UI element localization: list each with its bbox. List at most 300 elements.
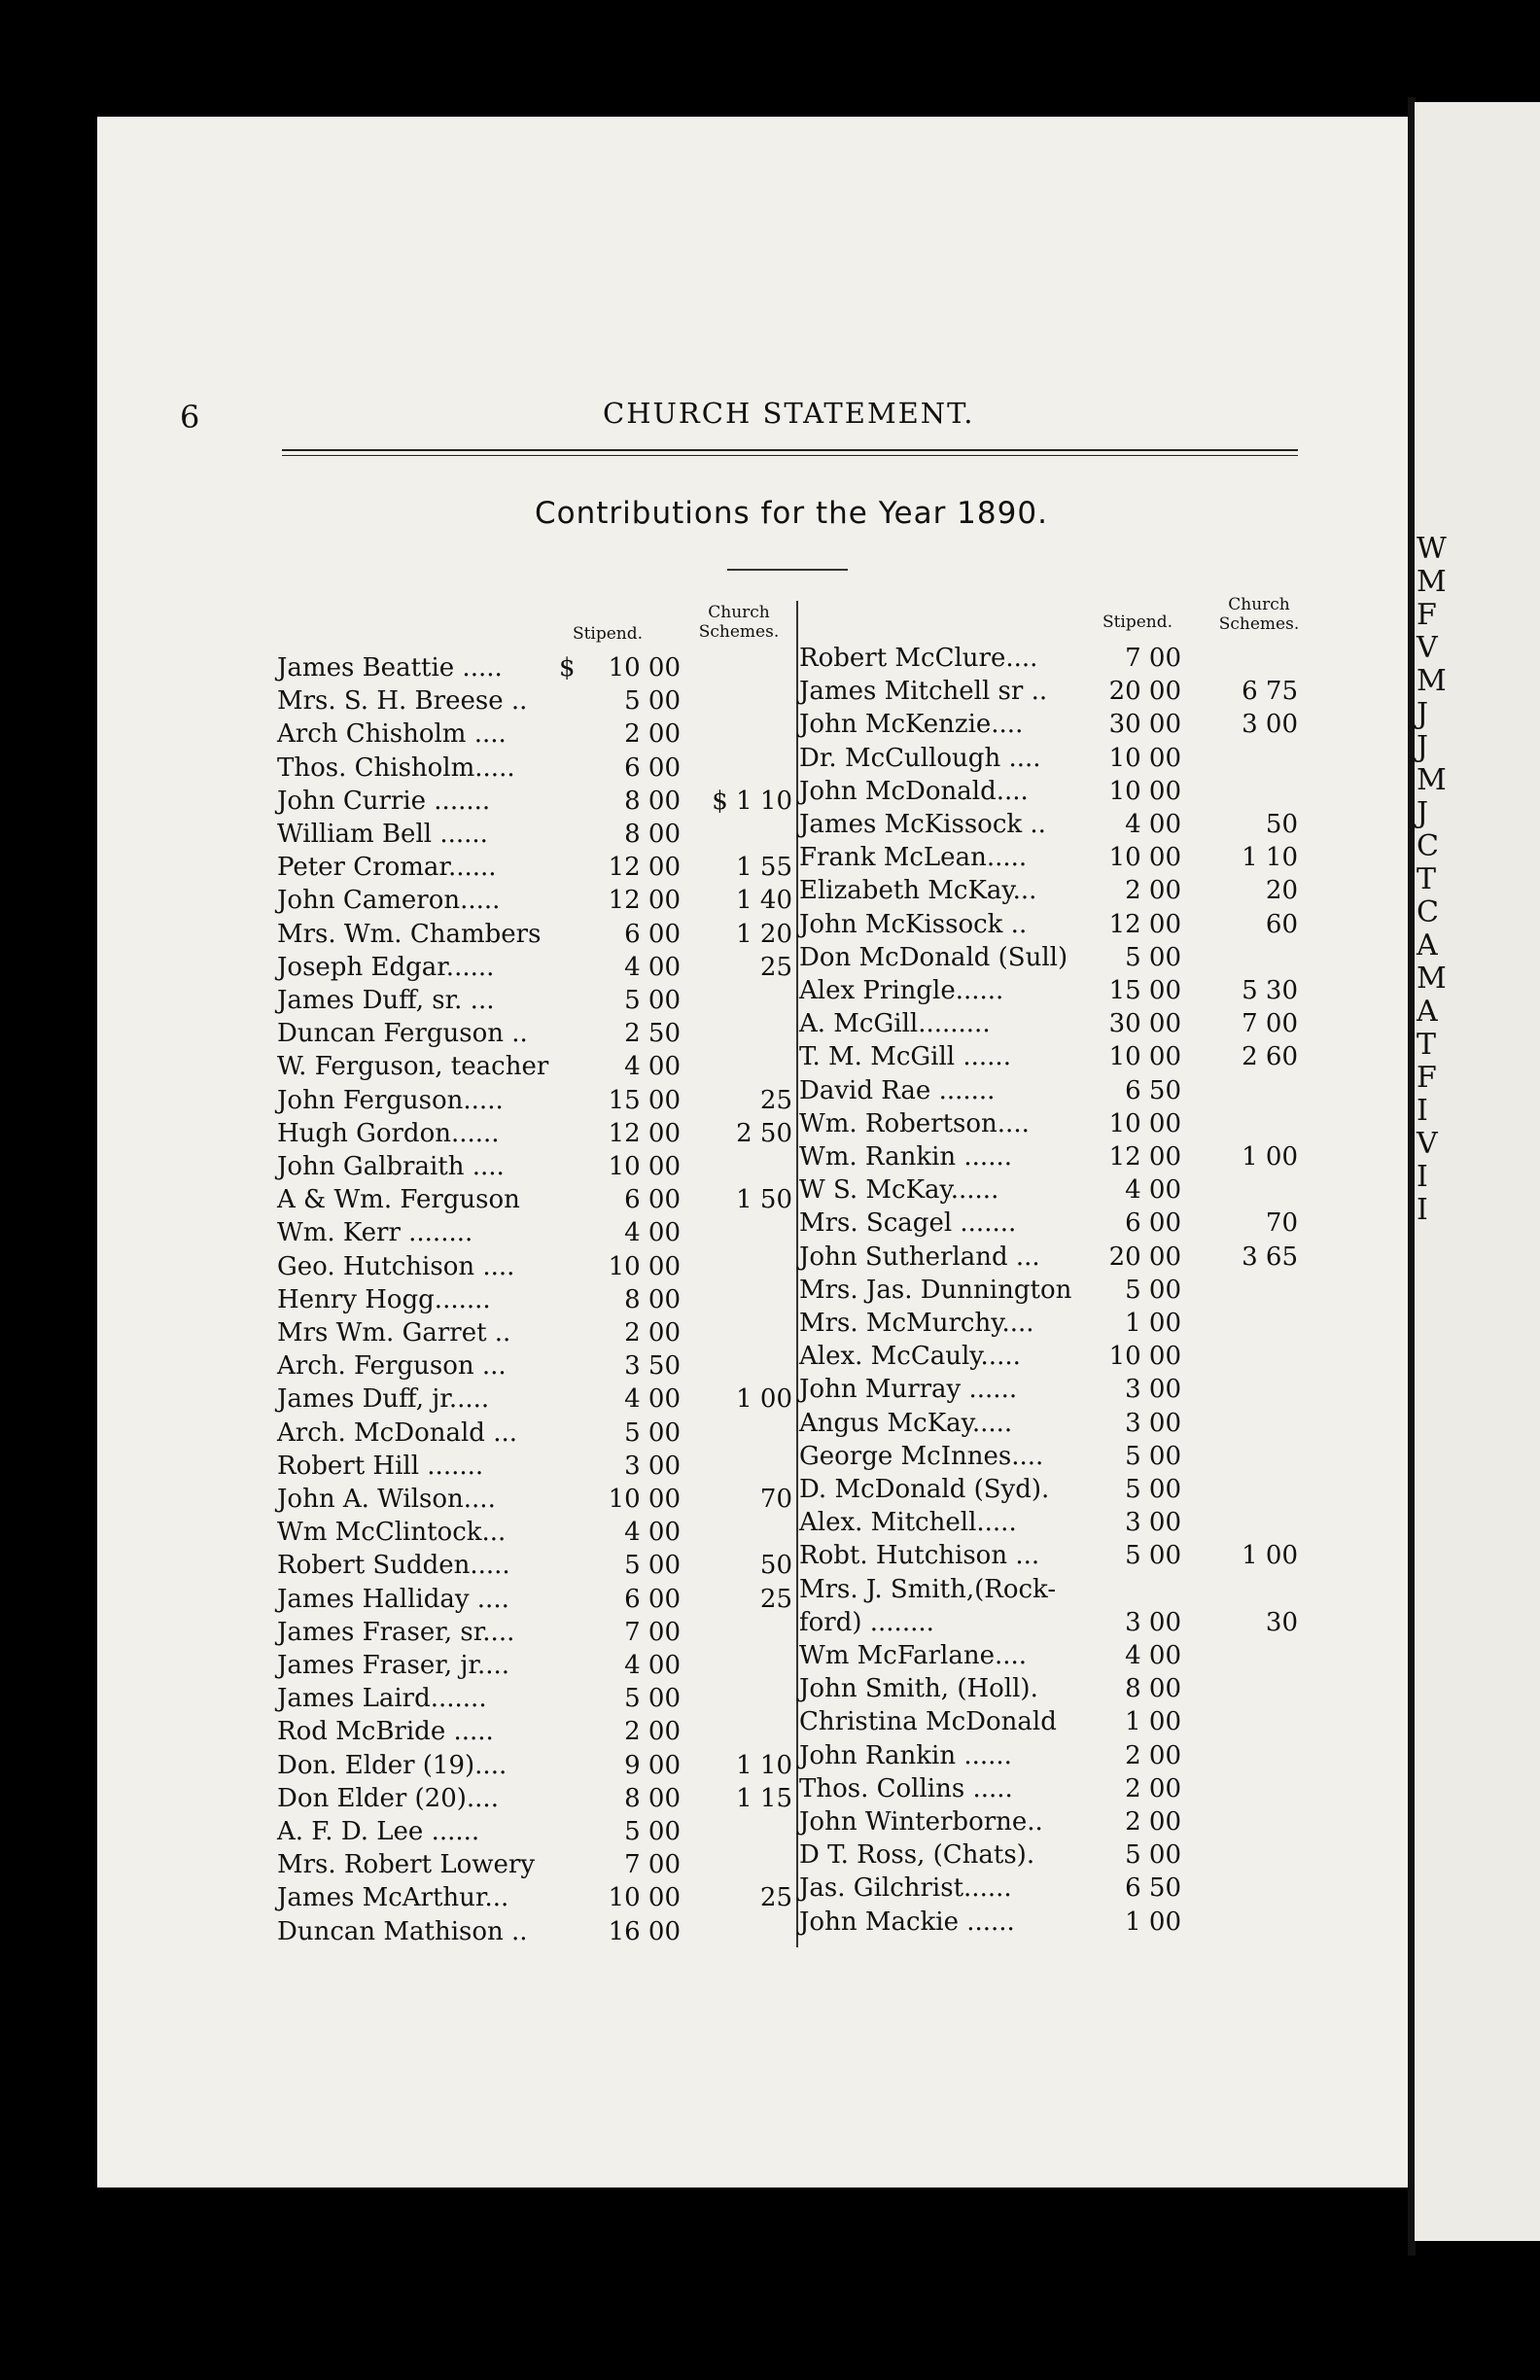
- contributor-name: W S. McKay......: [799, 1175, 999, 1206]
- table-row: [797, 1508, 1342, 1541]
- table-row: [277, 953, 792, 986]
- contributor-name: Mrs. McMurchy....: [799, 1309, 1034, 1338]
- table-row: [277, 853, 792, 886]
- table-row: [797, 1774, 1342, 1807]
- stipend-amount: 3 00: [1125, 1607, 1181, 1637]
- table-row: [277, 1452, 792, 1485]
- stipend-amount: 10 00: [1108, 843, 1181, 873]
- contributor-name: Jas. Gilchrist......: [799, 1873, 1012, 1904]
- stipend-amount: 10 00: [608, 1251, 681, 1281]
- right-schemes-header: [1206, 595, 1312, 634]
- contributor-name: Christina McDonald: [799, 1707, 1057, 1737]
- table-row: [797, 1707, 1342, 1740]
- stipend-amount: 4 00: [624, 1651, 681, 1680]
- stipend-amount: 7 00: [624, 1617, 681, 1647]
- stipend-amount: 12 00: [1108, 1142, 1181, 1172]
- stipend-amount: 8 00: [1125, 1674, 1181, 1704]
- stipend-amount: 10 00: [608, 1883, 681, 1913]
- contributor-name: John Galbraith ....: [277, 1152, 505, 1181]
- left-schemes-header: [685, 603, 792, 642]
- table-row: [797, 1042, 1342, 1075]
- contributor-name: Mrs. S. H. Breese ..: [277, 686, 528, 717]
- header-rule-2: [282, 455, 1298, 456]
- contributor-name: Alex Pringle......: [799, 976, 1004, 1005]
- table-row: [277, 753, 792, 787]
- stipend-amount: 2 00: [1125, 1740, 1181, 1770]
- church-schemes-amount: 25: [759, 1883, 792, 1913]
- contributor-name: John Currie .......: [277, 786, 491, 816]
- contributor-name: James Fraser, sr....: [277, 1617, 515, 1647]
- contributor-name: Mrs. J. Smith,(Rock-: [799, 1574, 1057, 1604]
- table-row: [277, 1717, 792, 1750]
- table-row: [797, 1840, 1342, 1873]
- table-row: [797, 1641, 1342, 1674]
- stipend-amount: 5 00: [624, 1551, 681, 1581]
- table-row: [277, 1917, 792, 1950]
- church-schemes-amount: 1 15: [736, 1783, 792, 1813]
- table-row: [277, 886, 792, 919]
- stipend-amount: 1 00: [1125, 1309, 1181, 1338]
- page-number: 6: [180, 399, 200, 436]
- contributor-name: Rod McBride .....: [277, 1717, 494, 1747]
- stipend-amount: 4 00: [624, 1218, 681, 1248]
- stipend-amount: 9 00: [624, 1750, 681, 1780]
- table-row: [797, 1442, 1342, 1475]
- table-row: [277, 1152, 792, 1185]
- stipend-amount: 6 00: [624, 1584, 681, 1614]
- contributor-name: Frank McLean.....: [799, 843, 1028, 873]
- stipend-amount: 5 00: [1125, 942, 1181, 972]
- church-schemes-amount: 7 00: [1242, 1009, 1298, 1039]
- stipend-amount: 12 00: [608, 853, 681, 883]
- table-row: [797, 1009, 1342, 1042]
- stipend-amount: 6 50: [1125, 1075, 1181, 1105]
- contributor-name: Geo. Hutchison ....: [277, 1251, 515, 1281]
- contributor-name: John Smith, (Holl).: [799, 1674, 1038, 1704]
- table-row: [277, 1418, 792, 1452]
- table-row: [797, 1475, 1342, 1508]
- facing-page-letter: I: [1417, 1094, 1428, 1128]
- stipend-amount: 5 00: [1125, 1475, 1181, 1504]
- contributor-name: James McKissock ..: [799, 810, 1046, 839]
- stipend-amount: 4 00: [1125, 810, 1181, 839]
- table-row: [277, 1218, 792, 1251]
- stipend-amount: 3 00: [624, 1451, 681, 1481]
- church-schemes-amount: 1 00: [736, 1384, 792, 1415]
- contributor-name: Thos. Chisholm.....: [277, 752, 515, 783]
- contributor-name: Duncan Ferguson ..: [277, 1019, 528, 1049]
- stipend-amount: 4 00: [1125, 1641, 1181, 1670]
- stipend-amount: 2 00: [1125, 1807, 1181, 1837]
- contributor-name: John McKissock ..: [799, 909, 1028, 939]
- church-schemes-amount: 1 55: [736, 853, 792, 883]
- stipend-amount: 3 50: [624, 1351, 681, 1382]
- stipend-amount: 7 00: [1125, 644, 1181, 673]
- table-row: [797, 1375, 1342, 1408]
- table-row: [797, 1109, 1342, 1142]
- contributor-name: James Beattie .....: [277, 653, 503, 682]
- table-row: [277, 1285, 792, 1318]
- table-row: [797, 644, 1342, 677]
- facing-page-letter: V: [1417, 631, 1438, 665]
- table-row: [277, 1351, 792, 1384]
- contributor-name: Robert Hill .......: [277, 1451, 484, 1481]
- stipend-amount: 3 00: [1125, 1375, 1181, 1405]
- church-schemes-amount: 6 75: [1242, 677, 1298, 707]
- stipend-amount: 8 00: [624, 786, 681, 816]
- table-row: [797, 744, 1342, 777]
- contributor-name: Wm. Rankin ......: [799, 1142, 1012, 1172]
- contributor-name: Wm. Kerr ........: [277, 1218, 473, 1248]
- table-row: [277, 1485, 792, 1518]
- table-row: [277, 1618, 792, 1651]
- contributor-name: Thos. Collins .....: [799, 1773, 1013, 1803]
- table-row: [277, 1585, 792, 1618]
- stipend-amount: 15 00: [608, 1085, 681, 1115]
- table-row: [797, 1242, 1342, 1276]
- contributor-name: Arch. McDonald ...: [277, 1418, 517, 1448]
- contributor-name: A. F. D. Lee ......: [277, 1817, 480, 1846]
- facing-page-letter: F: [1417, 1061, 1437, 1095]
- church-schemes-amount: 3 65: [1242, 1242, 1298, 1272]
- table-row: [797, 1541, 1342, 1574]
- contributor-name: Robert McClure....: [799, 644, 1038, 673]
- table-row: [277, 1019, 792, 1052]
- facing-page-letter: J: [1417, 730, 1429, 764]
- contributor-name: Alex. McCauly.....: [799, 1342, 1021, 1372]
- contributor-name: John Murray ......: [799, 1375, 1018, 1405]
- table-row: [797, 1175, 1342, 1208]
- contributor-name: Robert Sudden.....: [277, 1551, 510, 1581]
- right-schemes-header-line2: Schemes.: [1218, 614, 1300, 634]
- stipend-amount: 15 00: [1108, 976, 1181, 1005]
- facing-page-letter: M: [1417, 962, 1447, 996]
- facing-page-letter: A: [1417, 928, 1438, 962]
- church-schemes-amount: 1 00: [1242, 1541, 1298, 1571]
- stipend-amount: 5 00: [1125, 1840, 1181, 1871]
- right-stipend-header: Stipend.: [1102, 612, 1173, 632]
- stipend-amount: 6 00: [624, 1185, 681, 1215]
- table-row: [277, 787, 792, 820]
- church-schemes-amount: 1 20: [736, 919, 792, 949]
- church-schemes-amount: 60: [1265, 909, 1298, 939]
- facing-page-letter: M: [1417, 565, 1447, 599]
- table-row: [797, 1873, 1342, 1907]
- facing-page-letter: I: [1417, 1160, 1428, 1194]
- contributor-name: Elizabeth McKay...: [799, 876, 1037, 906]
- contributor-name: Wm McClintock...: [277, 1518, 507, 1548]
- church-schemes-amount: 1 50: [736, 1185, 792, 1215]
- facing-page-letter: T: [1417, 862, 1437, 896]
- table-row: [277, 686, 792, 719]
- contributor-name: A & Wm. Ferguson: [277, 1185, 520, 1215]
- title-dash: [727, 569, 848, 571]
- contributor-name: Mrs. Robert Lowery: [277, 1850, 536, 1880]
- stipend-amount: 3 00: [1125, 1408, 1181, 1438]
- stipend-amount: 7 00: [624, 1850, 681, 1880]
- contributor-name: John Ferguson.....: [277, 1085, 504, 1115]
- table-row: [797, 777, 1342, 810]
- contributor-name: James Duff, jr.....: [277, 1384, 490, 1415]
- running-head: CHURCH STATEMENT.: [603, 397, 975, 430]
- stipend-amount: 3 00: [1125, 1508, 1181, 1538]
- table-row: [797, 1309, 1342, 1342]
- stipend-amount: 5 00: [1125, 1275, 1181, 1305]
- table-row: [277, 1551, 792, 1584]
- contributor-name: D T. Ross, (Chats).: [799, 1840, 1035, 1871]
- table-row: [277, 1850, 792, 1883]
- contributor-name: John Sutherland ...: [799, 1242, 1040, 1272]
- stipend-amount: 10 00: [1108, 743, 1181, 773]
- stipend-amount: 20 00: [1108, 677, 1181, 707]
- stipend-amount: 4 00: [624, 1518, 681, 1548]
- facing-page-letter: J: [1417, 796, 1429, 830]
- contributor-name: David Rae .......: [799, 1075, 996, 1105]
- stipend-amount: 6 00: [624, 752, 681, 783]
- table-row: [797, 976, 1342, 1009]
- contributor-name: Joseph Edgar......: [277, 952, 495, 982]
- contributor-name: Duncan Mathison ..: [277, 1916, 528, 1946]
- church-schemes-amount: 5 30: [1242, 976, 1298, 1005]
- contributor-name: Mrs Wm. Garret ..: [277, 1318, 511, 1348]
- left-schemes-header-line2: Schemes.: [698, 622, 780, 642]
- contributor-name: John Mackie ......: [799, 1907, 1015, 1937]
- table-row: [277, 1185, 792, 1218]
- table-row: [277, 1318, 792, 1351]
- stipend-amount: 10 00: [608, 1152, 681, 1181]
- contributor-name: W. Ferguson, teacher: [277, 1052, 549, 1082]
- church-schemes-amount: 2 50: [736, 1118, 792, 1148]
- table-row: [277, 1883, 792, 1916]
- stipend-amount: 10 00: [1108, 1042, 1181, 1072]
- right-contributions-table: [797, 644, 1342, 1946]
- stipend-amount: 5 00: [624, 1418, 681, 1448]
- facing-page-letter: I: [1417, 1193, 1428, 1227]
- stipend-amount: 6 50: [1125, 1873, 1181, 1904]
- church-schemes-amount: 50: [1265, 810, 1298, 839]
- stipend-amount: 10 00: [1108, 1342, 1181, 1372]
- contributor-name: James Fraser, jr....: [277, 1651, 510, 1680]
- church-schemes-amount: 50: [759, 1551, 792, 1581]
- facing-page-letter: A: [1417, 995, 1438, 1029]
- facing-page-letter: C: [1417, 895, 1439, 929]
- contributor-name: Robt. Hutchison ...: [799, 1541, 1040, 1571]
- stipend-amount: 5 00: [1125, 1441, 1181, 1471]
- contributor-name: William Bell ......: [277, 820, 488, 849]
- table-row: [277, 1651, 792, 1684]
- contributor-name: Henry Hogg.......: [277, 1284, 491, 1314]
- stipend-amount: 8 00: [624, 1284, 681, 1314]
- facing-page-letter: T: [1417, 1028, 1437, 1062]
- table-row: [797, 1908, 1342, 1941]
- contributor-name: Dr. McCullough ....: [799, 743, 1041, 773]
- stipend-amount: 8 00: [624, 820, 681, 849]
- stipend-amount: 20 00: [1108, 1242, 1181, 1272]
- header-rule: [282, 449, 1298, 451]
- contributor-name: Arch. Ferguson ...: [277, 1351, 507, 1382]
- table-row: [797, 1142, 1342, 1175]
- contributor-name: Don Elder (20)....: [277, 1783, 499, 1813]
- contributor-name: John Cameron.....: [277, 886, 501, 916]
- stipend-amount: 2 50: [624, 1019, 681, 1049]
- table-row: [797, 910, 1342, 943]
- stipend-amount: 2 00: [624, 719, 681, 750]
- church-schemes-amount: 70: [1265, 1208, 1298, 1239]
- church-schemes-amount: 20: [1265, 876, 1298, 906]
- table-row: [277, 1684, 792, 1717]
- stipend-amount: 8 00: [624, 1783, 681, 1813]
- stipend-amount: 5 00: [624, 686, 681, 717]
- contributor-name: T. M. McGill ......: [799, 1042, 1011, 1072]
- stipend-amount: 2 00: [1125, 876, 1181, 906]
- stipend-amount: 2 00: [624, 1717, 681, 1747]
- contributor-name: John McKenzie....: [799, 710, 1024, 740]
- stipend-amount: 2 00: [1125, 1773, 1181, 1803]
- stipend-amount: 6 00: [1125, 1208, 1181, 1239]
- church-schemes-amount: 1 00: [1242, 1142, 1298, 1172]
- contributor-name: Mrs. Jas. Dunnington: [799, 1275, 1072, 1305]
- stipend-amount: 16 00: [608, 1916, 681, 1946]
- contributor-name: James Halliday ....: [277, 1584, 509, 1614]
- stipend-amount: 12 00: [608, 886, 681, 916]
- table-row: [797, 677, 1342, 710]
- table-row: [797, 1575, 1342, 1608]
- table-row: [797, 1409, 1342, 1442]
- stipend-amount: 30 00: [1108, 1009, 1181, 1039]
- facing-page-letter: J: [1417, 697, 1429, 731]
- table-row: [277, 1518, 792, 1551]
- contributor-name: Peter Cromar......: [277, 853, 497, 883]
- stipend-amount: 2 00: [624, 1318, 681, 1348]
- table-row: [797, 1741, 1342, 1774]
- stipend-amount: 5 00: [624, 1684, 681, 1714]
- contributor-name: George McInnes....: [799, 1441, 1044, 1471]
- stipend-amount: 10 00: [1108, 776, 1181, 806]
- contributor-name: Arch Chisholm ....: [277, 719, 507, 750]
- table-row: [797, 1076, 1342, 1109]
- table-row: [277, 719, 792, 752]
- table-row: [797, 876, 1342, 909]
- contributor-name: Don. Elder (19)....: [277, 1750, 508, 1780]
- table-row: [277, 820, 792, 853]
- church-schemes-amount: 1 10: [1242, 843, 1298, 873]
- contributor-name: Hugh Gordon......: [277, 1118, 500, 1148]
- church-schemes-amount: $ 1 10: [712, 786, 792, 816]
- table-row: [797, 1807, 1342, 1840]
- contributor-name: Wm McFarlane....: [799, 1641, 1028, 1670]
- page-title: Contributions for the Year 1890.: [535, 496, 1048, 531]
- table-row: [797, 1342, 1342, 1375]
- facing-page-letter: F: [1417, 598, 1437, 632]
- table-row: [797, 810, 1342, 843]
- dollar-sign: $: [559, 653, 576, 682]
- contributor-name: John McDonald....: [799, 776, 1029, 806]
- church-schemes-amount: 3 00: [1242, 710, 1298, 740]
- facing-page-letter: M: [1417, 763, 1447, 797]
- facing-page-letter: V: [1417, 1127, 1438, 1161]
- table-row: [797, 1608, 1342, 1641]
- contributor-name: James Duff, sr. ...: [277, 986, 495, 1015]
- church-schemes-amount: 70: [759, 1485, 792, 1514]
- table-row: [277, 1052, 792, 1085]
- table-row: [797, 1276, 1342, 1309]
- stipend-amount: 12 00: [608, 1118, 681, 1148]
- contributor-name: John Winterborne..: [799, 1807, 1043, 1837]
- church-schemes-amount: 25: [759, 1584, 792, 1614]
- stipend-amount: 10 00: [1108, 1108, 1181, 1138]
- contributor-name: Wm. Robertson....: [799, 1108, 1030, 1138]
- stipend-amount: 12 00: [1108, 909, 1181, 939]
- stipend-amount: 5 00: [624, 1817, 681, 1846]
- stipend-amount: 30 00: [1108, 710, 1181, 740]
- contributor-name: John A. Wilson....: [277, 1485, 496, 1514]
- stipend-amount: 1 00: [1125, 1907, 1181, 1937]
- contributor-name: Don McDonald (Sull): [799, 942, 1068, 972]
- table-row: [277, 653, 792, 686]
- church-schemes-amount: 1 40: [736, 886, 792, 916]
- church-schemes-amount: 2 60: [1242, 1042, 1298, 1072]
- table-row: [277, 1086, 792, 1119]
- contributor-name: James Mitchell sr ..: [799, 677, 1048, 707]
- contributor-name: James McArthur...: [277, 1883, 509, 1913]
- table-row: [277, 1784, 792, 1817]
- stipend-amount: 4 00: [624, 1384, 681, 1415]
- left-schemes-header-line1: Church: [708, 603, 770, 622]
- table-row: [277, 1384, 792, 1418]
- contributor-name: A. McGill.........: [799, 1009, 991, 1039]
- church-schemes-amount: 25: [759, 1085, 792, 1115]
- facing-page-letter: C: [1417, 829, 1439, 863]
- church-schemes-amount: 1 10: [736, 1750, 792, 1780]
- contributor-name: Mrs. Wm. Chambers: [277, 919, 542, 949]
- table-row: [797, 843, 1342, 876]
- table-row: [277, 920, 792, 953]
- contributor-name: ford) ........: [799, 1607, 934, 1637]
- church-schemes-amount: 30: [1265, 1607, 1298, 1637]
- table-row: [277, 1252, 792, 1285]
- facing-page-letter: M: [1417, 664, 1447, 698]
- contributor-name: Mrs. Scagel .......: [799, 1208, 1017, 1239]
- contributor-name: Angus McKay.....: [799, 1408, 1013, 1438]
- contributor-name: James Laird.......: [277, 1684, 487, 1714]
- stipend-amount: 4 00: [624, 952, 681, 982]
- stipend-amount: 10 00: [608, 653, 681, 682]
- table-row: [797, 1208, 1342, 1242]
- contributor-name: D. McDonald (Syd).: [799, 1475, 1050, 1504]
- contributor-name: John Rankin ......: [799, 1740, 1012, 1770]
- stipend-amount: 6 00: [624, 919, 681, 949]
- stipend-amount: 5 00: [624, 986, 681, 1015]
- table-row: [797, 710, 1342, 743]
- facing-page-letter: W: [1417, 532, 1447, 566]
- stipend-amount: 5 00: [1125, 1541, 1181, 1571]
- right-schemes-header-line1: Church: [1228, 595, 1290, 614]
- table-row: [277, 986, 792, 1019]
- left-stipend-header: Stipend.: [572, 624, 644, 644]
- stipend-amount: 4 00: [1125, 1175, 1181, 1206]
- table-row: [277, 1119, 792, 1152]
- table-row: [277, 1817, 792, 1850]
- stipend-amount: 1 00: [1125, 1707, 1181, 1737]
- stipend-amount: 10 00: [608, 1485, 681, 1514]
- facing-page-edge: [1415, 102, 1540, 2241]
- contributor-name: Alex. Mitchell.....: [799, 1508, 1017, 1538]
- church-schemes-amount: 25: [759, 952, 792, 982]
- stipend-amount: 4 00: [624, 1052, 681, 1082]
- table-row: [277, 1751, 792, 1784]
- left-contributions-table: [277, 653, 792, 1956]
- table-row: [797, 943, 1342, 976]
